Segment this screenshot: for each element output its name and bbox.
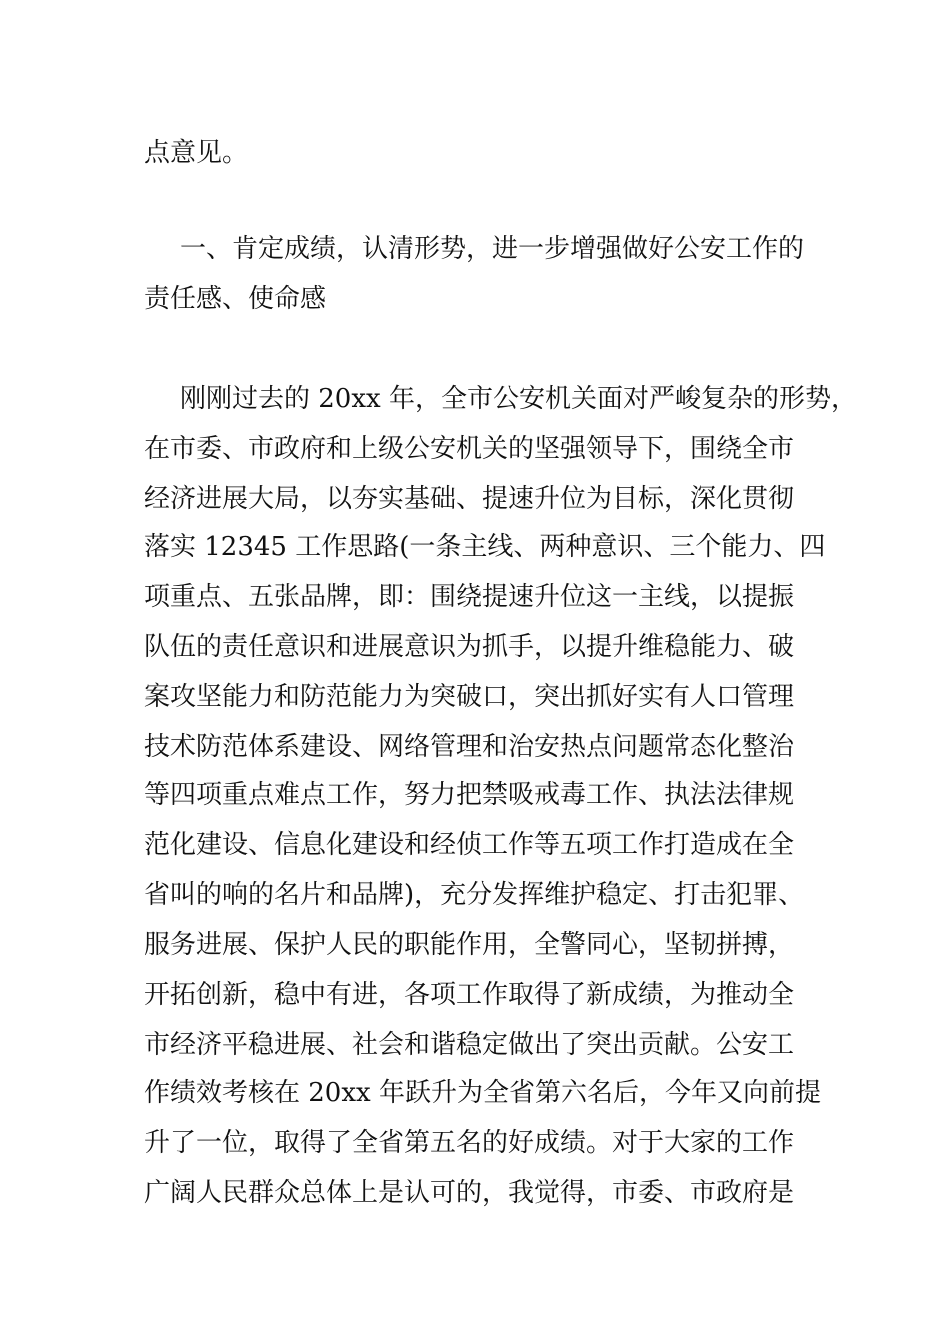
section-heading-line-1: 一、肯定成绩，认清形势，进一步增强做好公安工作的 bbox=[180, 234, 805, 264]
body-line: 开拓创新，稳中有进，各项工作取得了新成绩，为推动全 bbox=[144, 980, 795, 1010]
body-line: 广阔人民群众总体上是认可的，我觉得，市委、市政府是 bbox=[144, 1178, 795, 1208]
body-line: 服务进展、保护人民的职能作用，全警同心，坚韧拼搏， bbox=[144, 930, 795, 960]
body-line: 项重点、五张品牌，即：围绕提速升位这一主线，以提振 bbox=[144, 582, 795, 612]
body-line: 技术防范体系建设、网络管理和治安热点问题常态化整治 bbox=[144, 732, 795, 762]
body-line: 案攻坚能力和防范能力为突破口，突出抓好实有人口管理 bbox=[144, 682, 795, 712]
body-line: 省叫的响的名片和品牌)，充分发挥维护稳定、打击犯罪、 bbox=[144, 880, 805, 910]
body-line: 范化建设、信息化建设和经侦工作等五项工作打造成在全 bbox=[144, 830, 795, 860]
body-line: 市经济平稳进展、社会和谐稳定做出了突出贡献。公安工 bbox=[144, 1030, 795, 1060]
section-heading-line-2: 责任感、使命感 bbox=[144, 284, 327, 314]
body-line: 作绩效考核在 20xx 年跃升为全省第六名后，今年又向前提 bbox=[144, 1078, 821, 1108]
body-line: 落实 12345 工作思路(一条主线、两种意识、三个能力、四 bbox=[144, 532, 826, 562]
body-line: 队伍的责任意识和进展意识为抓手，以提升维稳能力、破 bbox=[144, 632, 795, 662]
body-line: 在市委、市政府和上级公安机关的坚强领导下，围绕全市 bbox=[144, 434, 795, 464]
paragraph-continuation-line: 点意见。 bbox=[144, 138, 249, 168]
body-line: 升了一位，取得了全省第五名的好成绩。对于大家的工作 bbox=[144, 1128, 795, 1158]
body-line: 经济进展大局，以夯实基础、提速升位为目标，深化贯彻 bbox=[144, 484, 795, 514]
body-line: 等四项重点难点工作，努力把禁吸戒毒工作、执法法律规 bbox=[144, 780, 795, 810]
body-line: 刚刚过去的 20xx 年，全市公安机关面对严峻复杂的形势， bbox=[180, 384, 857, 414]
